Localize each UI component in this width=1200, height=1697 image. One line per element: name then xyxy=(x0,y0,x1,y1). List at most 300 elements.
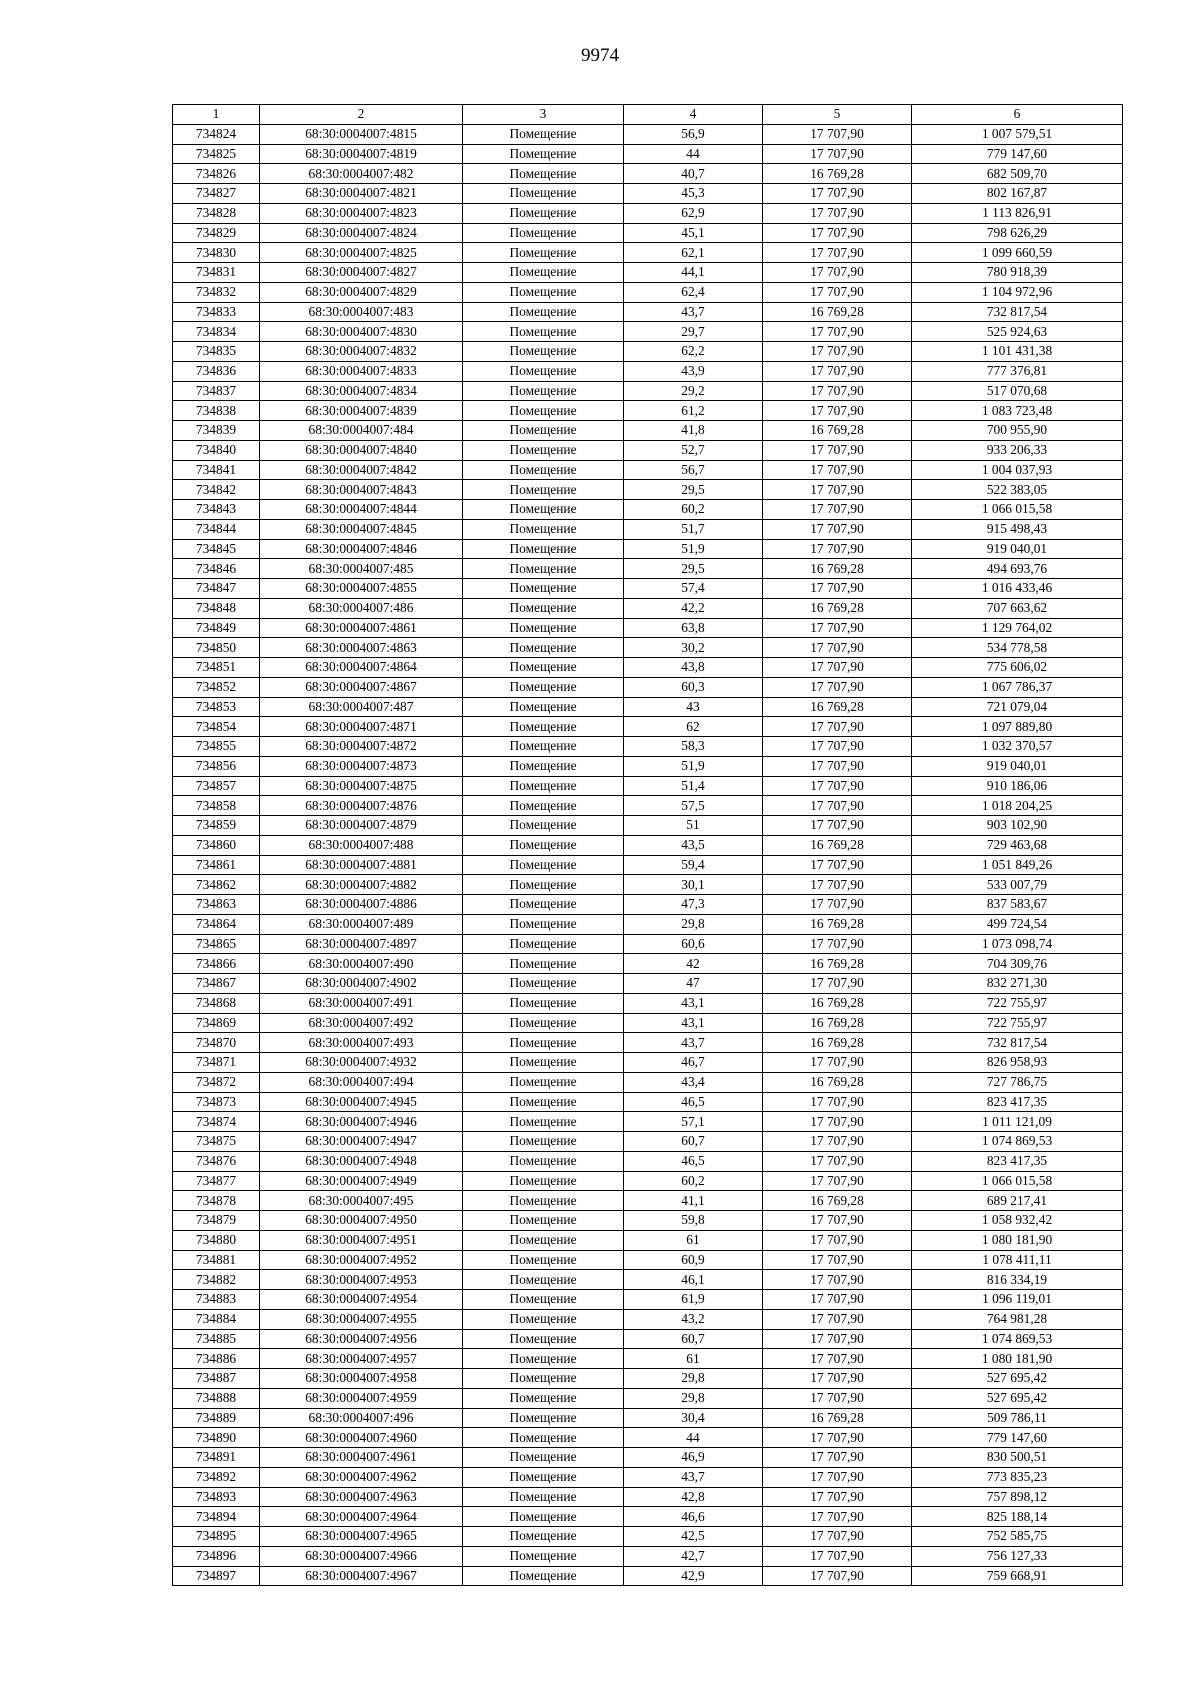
table-row xyxy=(173,895,1123,915)
row-number-cell: 734888 xyxy=(173,1388,260,1408)
cadastral-number-cell: 68:30:0004007:4965 xyxy=(260,1527,463,1547)
row-number-cell: 734892 xyxy=(173,1467,260,1487)
row-number-cell: 734873 xyxy=(173,1092,260,1112)
row-number-cell: 734879 xyxy=(173,1211,260,1231)
cadastral-value-cell: 527 695,42 xyxy=(912,1388,1123,1408)
unit-value-cell: 16 769,28 xyxy=(763,954,912,974)
cadastral-number-cell: 68:30:0004007:4840 xyxy=(260,440,463,460)
cadastral-value-cell: 509 786,11 xyxy=(912,1408,1123,1428)
row-number-cell: 734883 xyxy=(173,1290,260,1310)
row-number-cell: 734838 xyxy=(173,401,260,421)
object-type-cell: Помещение xyxy=(463,480,624,500)
area-cell: 58,3 xyxy=(624,737,763,757)
cadastral-number-cell: 68:30:0004007:4953 xyxy=(260,1270,463,1290)
table-row xyxy=(173,203,1123,223)
column-header-4: 4 xyxy=(624,105,763,125)
unit-value-cell: 17 707,90 xyxy=(763,934,912,954)
cadastral-value-cell: 1 080 181,90 xyxy=(912,1230,1123,1250)
table-row xyxy=(173,1467,1123,1487)
area-cell: 44 xyxy=(624,144,763,164)
table-row xyxy=(173,756,1123,776)
cadastral-value-cell: 499 724,54 xyxy=(912,914,1123,934)
object-type-cell: Помещение xyxy=(463,361,624,381)
row-number-cell: 734843 xyxy=(173,500,260,520)
cadastral-number-cell: 68:30:0004007:4873 xyxy=(260,756,463,776)
object-type-cell: Помещение xyxy=(463,1546,624,1566)
cadastral-number-cell: 68:30:0004007:4964 xyxy=(260,1507,463,1527)
table-row xyxy=(173,954,1123,974)
object-type-cell: Помещение xyxy=(463,756,624,776)
cadastral-number-cell: 68:30:0004007:4962 xyxy=(260,1467,463,1487)
row-number-cell: 734826 xyxy=(173,164,260,184)
unit-value-cell: 17 707,90 xyxy=(763,816,912,836)
area-cell: 29,8 xyxy=(624,1369,763,1389)
cadastral-value-cell: 1 051 849,26 xyxy=(912,855,1123,875)
table-row xyxy=(173,1151,1123,1171)
row-number-cell: 734874 xyxy=(173,1112,260,1132)
object-type-cell: Помещение xyxy=(463,1211,624,1231)
cadastral-number-cell: 68:30:0004007:4871 xyxy=(260,717,463,737)
area-cell: 59,4 xyxy=(624,855,763,875)
cadastral-number-cell: 68:30:0004007:4829 xyxy=(260,282,463,302)
unit-value-cell: 16 769,28 xyxy=(763,1033,912,1053)
table-row xyxy=(173,1329,1123,1349)
unit-value-cell: 16 769,28 xyxy=(763,1072,912,1092)
cadastral-value-cell: 1 074 869,53 xyxy=(912,1132,1123,1152)
area-cell: 51,9 xyxy=(624,539,763,559)
area-cell: 60,2 xyxy=(624,500,763,520)
table-row xyxy=(173,1448,1123,1468)
column-header-5: 5 xyxy=(763,105,912,125)
row-number-cell: 734835 xyxy=(173,342,260,362)
table-row xyxy=(173,1072,1123,1092)
table-row xyxy=(173,796,1123,816)
cadastral-number-cell: 68:30:0004007:4819 xyxy=(260,144,463,164)
unit-value-cell: 17 707,90 xyxy=(763,184,912,204)
unit-value-cell: 17 707,90 xyxy=(763,1369,912,1389)
cadastral-number-cell: 68:30:0004007:4952 xyxy=(260,1250,463,1270)
unit-value-cell: 17 707,90 xyxy=(763,539,912,559)
table-row xyxy=(173,697,1123,717)
cadastral-value-cell: 759 668,91 xyxy=(912,1566,1123,1586)
object-type-cell: Помещение xyxy=(463,1112,624,1132)
row-number-cell: 734854 xyxy=(173,717,260,737)
cadastral-number-cell: 68:30:0004007:4947 xyxy=(260,1132,463,1152)
unit-value-cell: 17 707,90 xyxy=(763,1309,912,1329)
unit-value-cell: 17 707,90 xyxy=(763,144,912,164)
object-type-cell: Помещение xyxy=(463,500,624,520)
table-row xyxy=(173,875,1123,895)
cadastral-number-cell: 68:30:0004007:484 xyxy=(260,421,463,441)
cadastral-value-cell: 727 786,75 xyxy=(912,1072,1123,1092)
area-cell: 41,8 xyxy=(624,421,763,441)
cadastral-number-cell: 68:30:0004007:496 xyxy=(260,1408,463,1428)
row-number-cell: 734848 xyxy=(173,598,260,618)
object-type-cell: Помещение xyxy=(463,322,624,342)
object-type-cell: Помещение xyxy=(463,1033,624,1053)
table-row xyxy=(173,1546,1123,1566)
unit-value-cell: 16 769,28 xyxy=(763,697,912,717)
object-type-cell: Помещение xyxy=(463,677,624,697)
cadastral-value-cell: 823 417,35 xyxy=(912,1092,1123,1112)
cadastral-number-cell: 68:30:0004007:4839 xyxy=(260,401,463,421)
cadastral-value-cell: 494 693,76 xyxy=(912,559,1123,579)
cadastral-number-cell: 68:30:0004007:489 xyxy=(260,914,463,934)
row-number-cell: 734846 xyxy=(173,559,260,579)
table-row xyxy=(173,440,1123,460)
table-row xyxy=(173,1132,1123,1152)
area-cell: 47 xyxy=(624,974,763,994)
cadastral-number-cell: 68:30:0004007:4879 xyxy=(260,816,463,836)
unit-value-cell: 17 707,90 xyxy=(763,1053,912,1073)
object-type-cell: Помещение xyxy=(463,1072,624,1092)
cadastral-number-cell: 68:30:0004007:4957 xyxy=(260,1349,463,1369)
cadastral-value-cell: 533 007,79 xyxy=(912,875,1123,895)
table-row xyxy=(173,1309,1123,1329)
row-number-cell: 734863 xyxy=(173,895,260,915)
unit-value-cell: 17 707,90 xyxy=(763,895,912,915)
object-type-cell: Помещение xyxy=(463,144,624,164)
row-number-cell: 734864 xyxy=(173,914,260,934)
cadastral-number-cell: 68:30:0004007:4846 xyxy=(260,539,463,559)
table-row xyxy=(173,1349,1123,1369)
table-row xyxy=(173,1290,1123,1310)
row-number-cell: 734880 xyxy=(173,1230,260,1250)
cadastral-number-cell: 68:30:0004007:4882 xyxy=(260,875,463,895)
object-type-cell: Помещение xyxy=(463,974,624,994)
row-number-cell: 734839 xyxy=(173,421,260,441)
area-cell: 51,9 xyxy=(624,756,763,776)
row-number-cell: 734832 xyxy=(173,282,260,302)
unit-value-cell: 17 707,90 xyxy=(763,638,912,658)
table-row xyxy=(173,144,1123,164)
object-type-cell: Помещение xyxy=(463,401,624,421)
area-cell: 51,7 xyxy=(624,519,763,539)
cadastral-value-cell: 522 383,05 xyxy=(912,480,1123,500)
cadastral-value-cell: 1 104 972,96 xyxy=(912,282,1123,302)
area-cell: 51 xyxy=(624,816,763,836)
cadastral-number-cell: 68:30:0004007:4949 xyxy=(260,1171,463,1191)
row-number-cell: 734847 xyxy=(173,579,260,599)
object-type-cell: Помещение xyxy=(463,954,624,974)
unit-value-cell: 17 707,90 xyxy=(763,1092,912,1112)
cadastral-number-cell: 68:30:0004007:482 xyxy=(260,164,463,184)
unit-value-cell: 17 707,90 xyxy=(763,223,912,243)
object-type-cell: Помещение xyxy=(463,1151,624,1171)
row-number-cell: 734861 xyxy=(173,855,260,875)
object-type-cell: Помещение xyxy=(463,1250,624,1270)
cadastral-value-cell: 1 097 889,80 xyxy=(912,717,1123,737)
unit-value-cell: 17 707,90 xyxy=(763,1448,912,1468)
row-number-cell: 734871 xyxy=(173,1053,260,1073)
cadastral-value-cell: 779 147,60 xyxy=(912,144,1123,164)
cadastral-number-cell: 68:30:0004007:4897 xyxy=(260,934,463,954)
cadastral-number-cell: 68:30:0004007:4886 xyxy=(260,895,463,915)
table-row xyxy=(173,855,1123,875)
cadastral-value-cell: 798 626,29 xyxy=(912,223,1123,243)
area-cell: 42,5 xyxy=(624,1527,763,1547)
object-type-cell: Помещение xyxy=(463,638,624,658)
unit-value-cell: 17 707,90 xyxy=(763,361,912,381)
property-registry-table xyxy=(172,104,1123,1586)
object-type-cell: Помещение xyxy=(463,421,624,441)
object-type-cell: Помещение xyxy=(463,1408,624,1428)
table-row xyxy=(173,401,1123,421)
unit-value-cell: 17 707,90 xyxy=(763,480,912,500)
cadastral-value-cell: 707 663,62 xyxy=(912,598,1123,618)
table-row xyxy=(173,164,1123,184)
area-cell: 42,7 xyxy=(624,1546,763,1566)
area-cell: 45,1 xyxy=(624,223,763,243)
cadastral-value-cell: 779 147,60 xyxy=(912,1428,1123,1448)
row-number-cell: 734845 xyxy=(173,539,260,559)
row-number-cell: 734869 xyxy=(173,1013,260,1033)
column-header-3: 3 xyxy=(463,105,624,125)
area-cell: 59,8 xyxy=(624,1211,763,1231)
unit-value-cell: 16 769,28 xyxy=(763,302,912,322)
row-number-cell: 734827 xyxy=(173,184,260,204)
table-row xyxy=(173,717,1123,737)
cadastral-number-cell: 68:30:0004007:4855 xyxy=(260,579,463,599)
object-type-cell: Помещение xyxy=(463,737,624,757)
cadastral-number-cell: 68:30:0004007:4881 xyxy=(260,855,463,875)
cadastral-number-cell: 68:30:0004007:4834 xyxy=(260,381,463,401)
row-number-cell: 734859 xyxy=(173,816,260,836)
cadastral-value-cell: 721 079,04 xyxy=(912,697,1123,717)
column-header-6: 6 xyxy=(912,105,1123,125)
row-number-cell: 734876 xyxy=(173,1151,260,1171)
cadastral-number-cell: 68:30:0004007:4945 xyxy=(260,1092,463,1112)
row-number-cell: 734858 xyxy=(173,796,260,816)
unit-value-cell: 17 707,90 xyxy=(763,1250,912,1270)
table-row xyxy=(173,618,1123,638)
cadastral-number-cell: 68:30:0004007:4861 xyxy=(260,618,463,638)
row-number-cell: 734841 xyxy=(173,460,260,480)
cadastral-value-cell: 919 040,01 xyxy=(912,756,1123,776)
cadastral-value-cell: 732 817,54 xyxy=(912,1033,1123,1053)
unit-value-cell: 16 769,28 xyxy=(763,164,912,184)
area-cell: 60,6 xyxy=(624,934,763,954)
cadastral-value-cell: 915 498,43 xyxy=(912,519,1123,539)
object-type-cell: Помещение xyxy=(463,1369,624,1389)
cadastral-number-cell: 68:30:0004007:4966 xyxy=(260,1546,463,1566)
table-row xyxy=(173,974,1123,994)
row-number-cell: 734865 xyxy=(173,934,260,954)
area-cell: 43,1 xyxy=(624,1013,763,1033)
object-type-cell: Помещение xyxy=(463,381,624,401)
area-cell: 51,4 xyxy=(624,776,763,796)
table-row xyxy=(173,124,1123,144)
table-row xyxy=(173,816,1123,836)
column-header-1: 1 xyxy=(173,105,260,125)
area-cell: 45,3 xyxy=(624,184,763,204)
object-type-cell: Помещение xyxy=(463,1171,624,1191)
unit-value-cell: 16 769,28 xyxy=(763,1191,912,1211)
area-cell: 60,2 xyxy=(624,1171,763,1191)
cadastral-number-cell: 68:30:0004007:488 xyxy=(260,835,463,855)
cadastral-value-cell: 700 955,90 xyxy=(912,421,1123,441)
row-number-cell: 734896 xyxy=(173,1546,260,1566)
unit-value-cell: 17 707,90 xyxy=(763,1349,912,1369)
object-type-cell: Помещение xyxy=(463,658,624,678)
row-number-cell: 734840 xyxy=(173,440,260,460)
unit-value-cell: 17 707,90 xyxy=(763,1132,912,1152)
object-type-cell: Помещение xyxy=(463,1566,624,1586)
unit-value-cell: 17 707,90 xyxy=(763,282,912,302)
cadastral-value-cell: 919 040,01 xyxy=(912,539,1123,559)
unit-value-cell: 16 769,28 xyxy=(763,1408,912,1428)
object-type-cell: Помещение xyxy=(463,835,624,855)
cadastral-value-cell: 1 016 433,46 xyxy=(912,579,1123,599)
area-cell: 61,9 xyxy=(624,1290,763,1310)
area-cell: 43,4 xyxy=(624,1072,763,1092)
row-number-cell: 734831 xyxy=(173,263,260,283)
area-cell: 42,9 xyxy=(624,1566,763,1586)
table-row xyxy=(173,184,1123,204)
cadastral-value-cell: 704 309,76 xyxy=(912,954,1123,974)
table-row xyxy=(173,1171,1123,1191)
unit-value-cell: 17 707,90 xyxy=(763,1527,912,1547)
cadastral-value-cell: 830 500,51 xyxy=(912,1448,1123,1468)
row-number-cell: 734857 xyxy=(173,776,260,796)
cadastral-value-cell: 1 101 431,38 xyxy=(912,342,1123,362)
unit-value-cell: 16 769,28 xyxy=(763,914,912,934)
object-type-cell: Помещение xyxy=(463,164,624,184)
page-number: 9974 xyxy=(581,45,619,66)
cadastral-value-cell: 780 918,39 xyxy=(912,263,1123,283)
object-type-cell: Помещение xyxy=(463,598,624,618)
area-cell: 62,2 xyxy=(624,342,763,362)
cadastral-value-cell: 756 127,33 xyxy=(912,1546,1123,1566)
row-number-cell: 734881 xyxy=(173,1250,260,1270)
cadastral-value-cell: 1 067 786,37 xyxy=(912,677,1123,697)
table-row xyxy=(173,381,1123,401)
cadastral-number-cell: 68:30:0004007:491 xyxy=(260,993,463,1013)
area-cell: 44 xyxy=(624,1428,763,1448)
cadastral-value-cell: 816 334,19 xyxy=(912,1270,1123,1290)
table-row xyxy=(173,638,1123,658)
cadastral-number-cell: 68:30:0004007:4872 xyxy=(260,737,463,757)
area-cell: 29,2 xyxy=(624,381,763,401)
row-number-cell: 734878 xyxy=(173,1191,260,1211)
row-number-cell: 734887 xyxy=(173,1369,260,1389)
object-type-cell: Помещение xyxy=(463,1487,624,1507)
cadastral-number-cell: 68:30:0004007:4824 xyxy=(260,223,463,243)
area-cell: 43,2 xyxy=(624,1309,763,1329)
cadastral-number-cell: 68:30:0004007:4902 xyxy=(260,974,463,994)
object-type-cell: Помещение xyxy=(463,875,624,895)
object-type-cell: Помещение xyxy=(463,124,624,144)
object-type-cell: Помещение xyxy=(463,1013,624,1033)
object-type-cell: Помещение xyxy=(463,1507,624,1527)
cadastral-value-cell: 732 817,54 xyxy=(912,302,1123,322)
unit-value-cell: 17 707,90 xyxy=(763,1151,912,1171)
row-number-cell: 734867 xyxy=(173,974,260,994)
table-row xyxy=(173,223,1123,243)
unit-value-cell: 17 707,90 xyxy=(763,796,912,816)
area-cell: 43,5 xyxy=(624,835,763,855)
row-number-cell: 734837 xyxy=(173,381,260,401)
table-row xyxy=(173,559,1123,579)
unit-value-cell: 17 707,90 xyxy=(763,717,912,737)
cadastral-value-cell: 832 271,30 xyxy=(912,974,1123,994)
row-number-cell: 734875 xyxy=(173,1132,260,1152)
area-cell: 46,6 xyxy=(624,1507,763,1527)
object-type-cell: Помещение xyxy=(463,1428,624,1448)
area-cell: 42,8 xyxy=(624,1487,763,1507)
table-row xyxy=(173,539,1123,559)
cadastral-value-cell: 773 835,23 xyxy=(912,1467,1123,1487)
cadastral-value-cell: 1 066 015,58 xyxy=(912,1171,1123,1191)
area-cell: 52,7 xyxy=(624,440,763,460)
cadastral-value-cell: 1 007 579,51 xyxy=(912,124,1123,144)
object-type-cell: Помещение xyxy=(463,855,624,875)
unit-value-cell: 17 707,90 xyxy=(763,203,912,223)
row-number-cell: 734834 xyxy=(173,322,260,342)
area-cell: 46,7 xyxy=(624,1053,763,1073)
area-cell: 43,8 xyxy=(624,658,763,678)
cadastral-number-cell: 68:30:0004007:4864 xyxy=(260,658,463,678)
table-row xyxy=(173,243,1123,263)
cadastral-value-cell: 1 099 660,59 xyxy=(912,243,1123,263)
row-number-cell: 734893 xyxy=(173,1487,260,1507)
unit-value-cell: 17 707,90 xyxy=(763,243,912,263)
object-type-cell: Помещение xyxy=(463,1191,624,1211)
object-type-cell: Помещение xyxy=(463,440,624,460)
row-number-cell: 734891 xyxy=(173,1448,260,1468)
cadastral-value-cell: 823 417,35 xyxy=(912,1151,1123,1171)
table-row xyxy=(173,480,1123,500)
object-type-cell: Помещение xyxy=(463,934,624,954)
table-row xyxy=(173,1211,1123,1231)
cadastral-number-cell: 68:30:0004007:490 xyxy=(260,954,463,974)
area-cell: 46,9 xyxy=(624,1448,763,1468)
row-number-cell: 734856 xyxy=(173,756,260,776)
cadastral-value-cell: 764 981,28 xyxy=(912,1309,1123,1329)
object-type-cell: Помещение xyxy=(463,579,624,599)
row-number-cell: 734825 xyxy=(173,144,260,164)
unit-value-cell: 16 769,28 xyxy=(763,421,912,441)
table-row xyxy=(173,1369,1123,1389)
unit-value-cell: 16 769,28 xyxy=(763,559,912,579)
area-cell: 29,8 xyxy=(624,914,763,934)
area-cell: 30,1 xyxy=(624,875,763,895)
row-number-cell: 734824 xyxy=(173,124,260,144)
row-number-cell: 734849 xyxy=(173,618,260,638)
row-number-cell: 734852 xyxy=(173,677,260,697)
area-cell: 41,1 xyxy=(624,1191,763,1211)
area-cell: 61 xyxy=(624,1230,763,1250)
row-number-cell: 734850 xyxy=(173,638,260,658)
cadastral-number-cell: 68:30:0004007:4954 xyxy=(260,1290,463,1310)
cadastral-value-cell: 1 083 723,48 xyxy=(912,401,1123,421)
table-row xyxy=(173,1507,1123,1527)
cadastral-value-cell: 1 073 098,74 xyxy=(912,934,1123,954)
object-type-cell: Помещение xyxy=(463,1053,624,1073)
cadastral-number-cell: 68:30:0004007:4950 xyxy=(260,1211,463,1231)
object-type-cell: Помещение xyxy=(463,697,624,717)
row-number-cell: 734897 xyxy=(173,1566,260,1586)
cadastral-value-cell: 1 074 869,53 xyxy=(912,1329,1123,1349)
area-cell: 56,9 xyxy=(624,124,763,144)
unit-value-cell: 16 769,28 xyxy=(763,993,912,1013)
area-cell: 29,8 xyxy=(624,1388,763,1408)
area-cell: 57,1 xyxy=(624,1112,763,1132)
table-row xyxy=(173,1250,1123,1270)
area-cell: 47,3 xyxy=(624,895,763,915)
object-type-cell: Помещение xyxy=(463,1329,624,1349)
cadastral-value-cell: 1 011 121,09 xyxy=(912,1112,1123,1132)
